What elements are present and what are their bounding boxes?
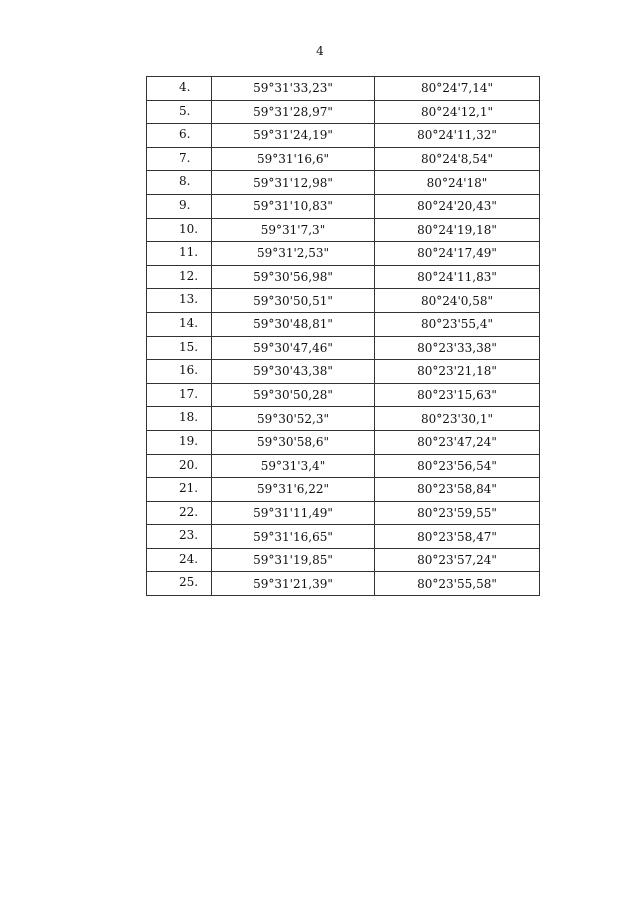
point-number-cell: 9. [147,194,212,218]
longitude-cell: 80°23'30,1" [375,407,540,431]
longitude-cell: 80°23'56,54" [375,454,540,478]
point-number-cell: 24. [147,548,212,572]
point-number-cell: 16. [147,360,212,384]
longitude-cell: 80°24'11,32" [375,124,540,148]
latitude-cell: 59°31'21,39" [212,572,375,596]
point-number-cell: 5. [147,100,212,124]
longitude-cell: 80°24'7,14" [375,77,540,101]
point-number-cell: 22. [147,501,212,525]
longitude-cell: 80°23'47,24" [375,430,540,454]
table-row [147,312,540,336]
latitude-cell: 59°31'3,4" [212,454,375,478]
point-number-cell: 8. [147,171,212,195]
table-row [147,194,540,218]
latitude-cell: 59°31'11,49" [212,501,375,525]
latitude-cell: 59°31'19,85" [212,548,375,572]
point-number-cell: 15. [147,336,212,360]
latitude-cell: 59°31'7,3" [212,218,375,242]
longitude-cell: 80°24'11,83" [375,265,540,289]
table-row [147,265,540,289]
table-row [147,100,540,124]
longitude-cell: 80°23'21,18" [375,360,540,384]
point-number-cell: 13. [147,289,212,313]
latitude-cell: 59°30'58,6" [212,430,375,454]
point-number-cell: 12. [147,265,212,289]
longitude-cell: 80°23'15,63" [375,383,540,407]
longitude-cell: 80°23'55,58" [375,572,540,596]
point-number-cell: 21. [147,478,212,502]
longitude-cell: 80°23'58,84" [375,478,540,502]
point-number-cell: 20. [147,454,212,478]
longitude-cell: 80°24'18" [375,171,540,195]
point-number-cell: 11. [147,242,212,266]
table-row [147,525,540,549]
latitude-cell: 59°30'47,46" [212,336,375,360]
longitude-cell: 80°23'58,47" [375,525,540,549]
latitude-cell: 59°31'6,22" [212,478,375,502]
point-number-cell: 4. [147,77,212,101]
latitude-cell: 59°30'48,81" [212,312,375,336]
point-number-cell: 6. [147,124,212,148]
table-row [147,407,540,431]
point-number-cell: 23. [147,525,212,549]
coordinates-table [146,76,540,596]
latitude-cell: 59°30'50,28" [212,383,375,407]
latitude-cell: 59°30'50,51" [212,289,375,313]
table-row [147,218,540,242]
longitude-cell: 80°23'33,38" [375,336,540,360]
table-row [147,147,540,171]
point-number-cell: 17. [147,383,212,407]
latitude-cell: 59°31'28,97" [212,100,375,124]
point-number-cell: 19. [147,430,212,454]
table-row [147,336,540,360]
point-number-cell: 10. [147,218,212,242]
longitude-cell: 80°23'55,4" [375,312,540,336]
latitude-cell: 59°31'10,83" [212,194,375,218]
latitude-cell: 59°30'52,3" [212,407,375,431]
table-row [147,501,540,525]
latitude-cell: 59°31'12,98" [212,171,375,195]
latitude-cell: 59°31'33,23" [212,77,375,101]
table-row [147,383,540,407]
coordinates-table-body [147,77,540,596]
longitude-cell: 80°24'17,49" [375,242,540,266]
latitude-cell: 59°31'2,53" [212,242,375,266]
point-number-cell: 25. [147,572,212,596]
longitude-cell: 80°24'19,18" [375,218,540,242]
table-row [147,242,540,266]
latitude-cell: 59°30'43,38" [212,360,375,384]
table-row [147,430,540,454]
latitude-cell: 59°31'24,19" [212,124,375,148]
longitude-cell: 80°23'59,55" [375,501,540,525]
latitude-cell: 59°30'56,98" [212,265,375,289]
table-row [147,171,540,195]
table-row [147,454,540,478]
point-number-cell: 14. [147,312,212,336]
table-row [147,478,540,502]
point-number-cell: 7. [147,147,212,171]
latitude-cell: 59°31'16,65" [212,525,375,549]
table-row [147,77,540,101]
table-row [147,572,540,596]
table-row [147,124,540,148]
point-number-cell: 18. [147,407,212,431]
longitude-cell: 80°24'20,43" [375,194,540,218]
page-number: 4 [316,44,324,58]
longitude-cell: 80°24'8,54" [375,147,540,171]
latitude-cell: 59°31'16,6" [212,147,375,171]
table-row [147,289,540,313]
longitude-cell: 80°24'0,58" [375,289,540,313]
table-row [147,548,540,572]
table-row [147,360,540,384]
longitude-cell: 80°24'12,1" [375,100,540,124]
longitude-cell: 80°23'57,24" [375,548,540,572]
